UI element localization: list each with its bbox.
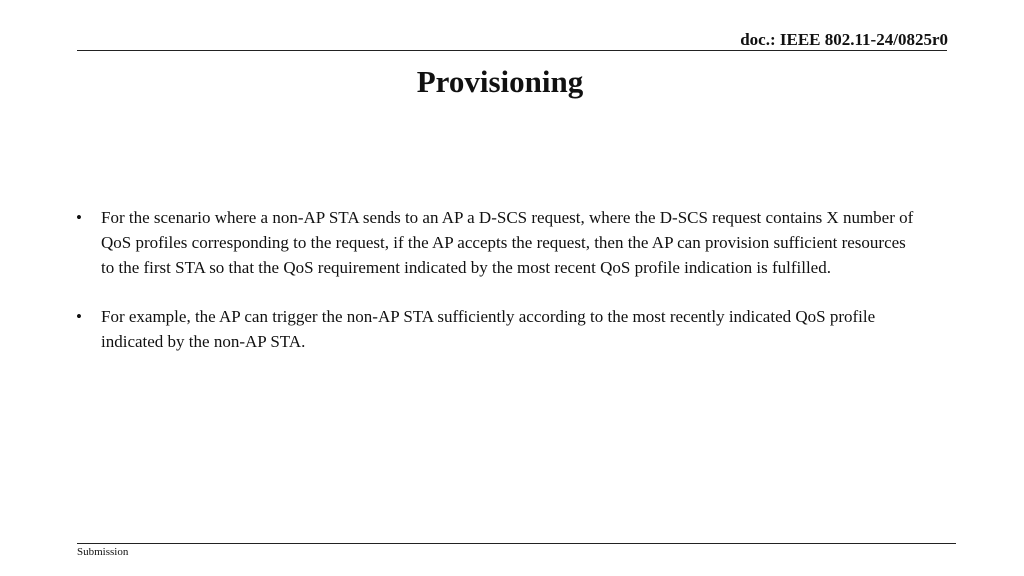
footer-divider xyxy=(77,543,956,544)
bullet-item xyxy=(76,304,916,354)
bullet-text: For the scenario where a non-AP STA sends to an AP a D-SCS request, where the D-SCS request contains X number of QoS profiles corresponding to the request, if the AP accepts the request, then the AP can provision sufficient resources to the first STA so that the QoS requirement indicated by the most recent QoS profile indication is fulfilled. xyxy=(101,208,914,277)
header-divider xyxy=(77,50,947,51)
bullet-text: For example, the AP can trigger the non-AP STA sufficiently according to the most recently indicated QoS profile indicated by the non-AP STA. xyxy=(101,307,876,351)
footer-submission-label: Submission xyxy=(77,546,129,558)
bullet-item xyxy=(76,205,916,280)
document-id: doc.: IEEE 802.11-24/0825r0 xyxy=(740,30,948,49)
bullet-marker: • xyxy=(76,307,82,326)
bullet-marker: • xyxy=(76,208,82,227)
bullet-list xyxy=(76,205,916,378)
slide-title: Provisioning xyxy=(416,64,584,99)
